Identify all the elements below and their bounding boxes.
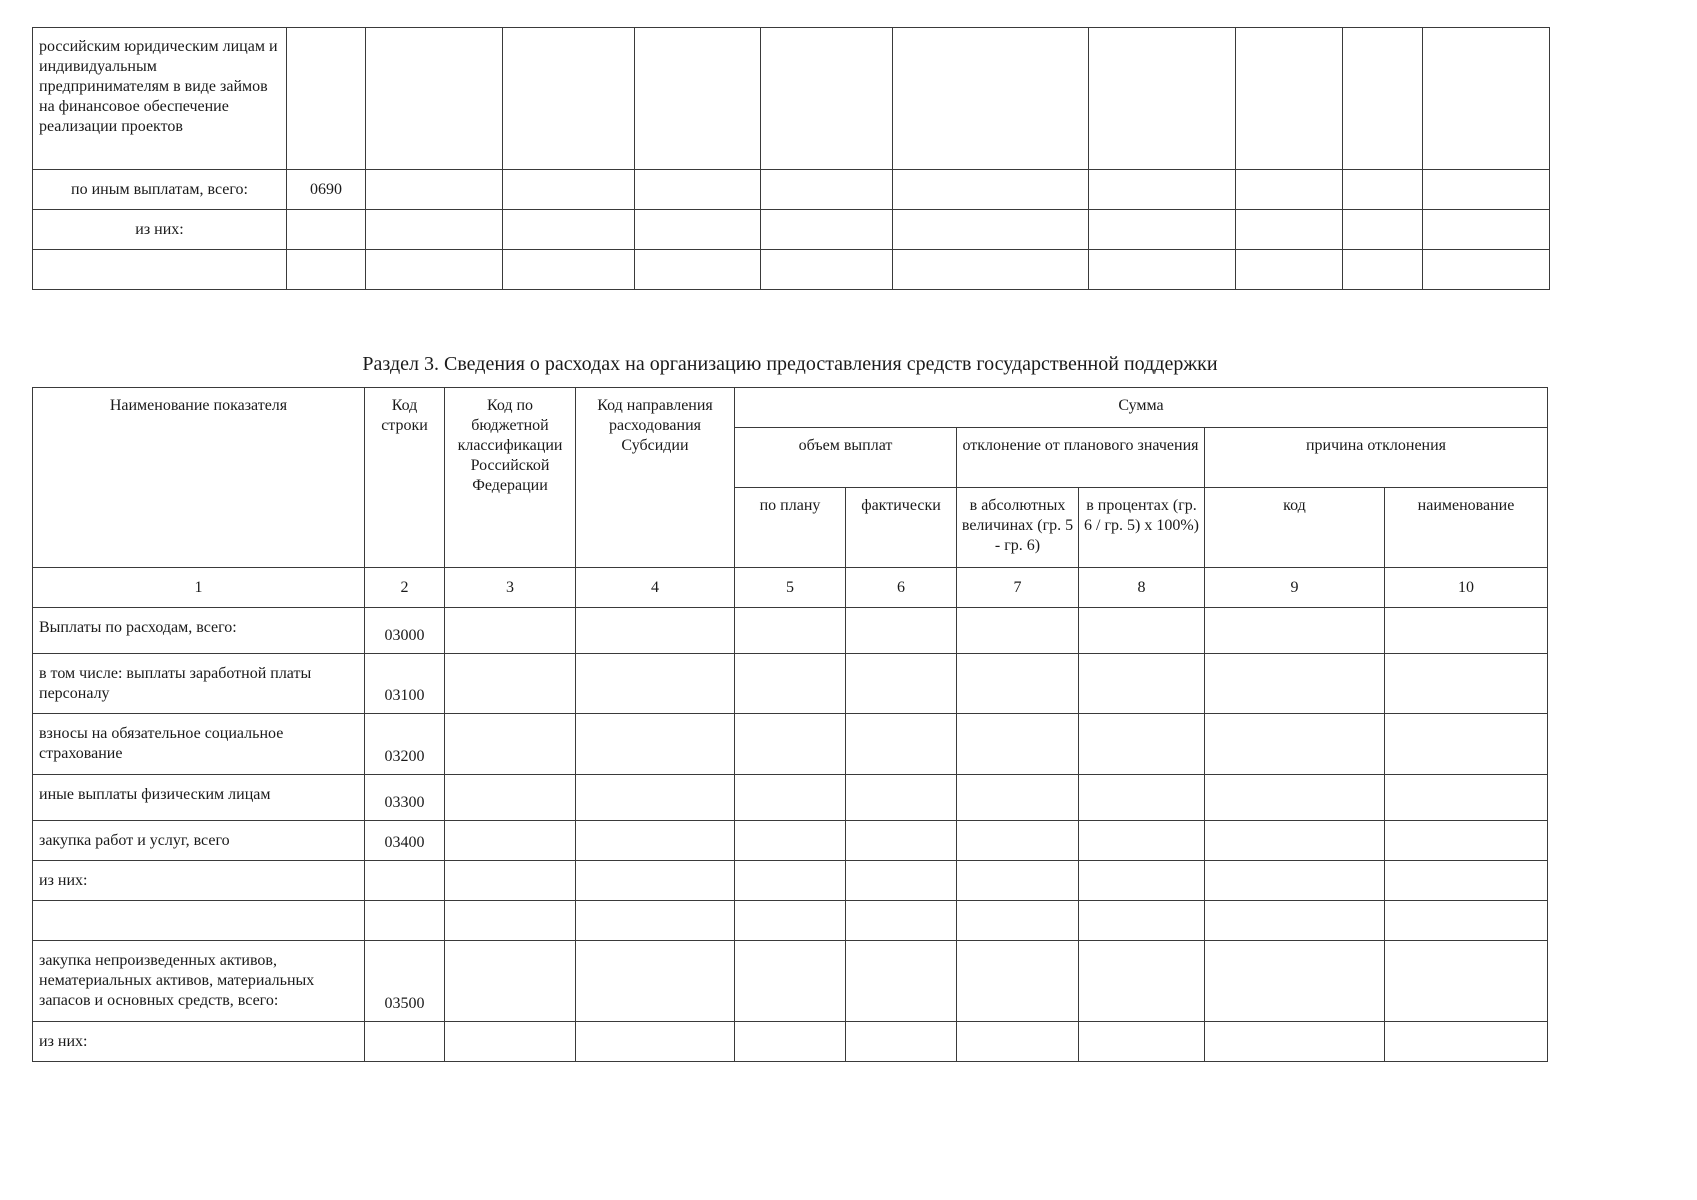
row-name: закупка работ и услуг, всего bbox=[33, 821, 365, 861]
table-cell bbox=[445, 901, 576, 941]
row-code: 03200 bbox=[365, 714, 445, 775]
table-cell bbox=[635, 250, 761, 290]
table-cell bbox=[1385, 901, 1548, 941]
table-cell bbox=[576, 608, 735, 654]
header-row-code: Код строки bbox=[365, 388, 445, 568]
header-sum: Сумма bbox=[735, 388, 1548, 428]
table-cell bbox=[957, 941, 1079, 1022]
column-number: 8 bbox=[1079, 568, 1205, 608]
table-cell bbox=[1385, 775, 1548, 821]
table-cell bbox=[1089, 250, 1236, 290]
table-cell bbox=[1205, 941, 1385, 1022]
table-cell bbox=[1385, 654, 1548, 714]
table-cell bbox=[735, 714, 846, 775]
table-cell bbox=[1385, 861, 1548, 901]
table-cell bbox=[1385, 821, 1548, 861]
table-cell bbox=[366, 250, 503, 290]
table-cell bbox=[846, 654, 957, 714]
header-plan: по плану bbox=[735, 488, 846, 568]
table-cell bbox=[445, 608, 576, 654]
table-cell bbox=[576, 941, 735, 1022]
row-code bbox=[287, 28, 366, 170]
table-cell bbox=[735, 941, 846, 1022]
table-cell bbox=[1423, 28, 1550, 170]
table-cell bbox=[1385, 714, 1548, 775]
table-cell bbox=[635, 210, 761, 250]
table-cell bbox=[445, 654, 576, 714]
table-cell bbox=[366, 210, 503, 250]
table-cell bbox=[1236, 170, 1343, 210]
table-row bbox=[33, 210, 1550, 250]
table-cell bbox=[735, 1022, 846, 1062]
table-cell bbox=[761, 250, 893, 290]
table-cell bbox=[957, 608, 1079, 654]
table-cell bbox=[1385, 1022, 1548, 1062]
table-cell bbox=[893, 28, 1089, 170]
table-cell bbox=[576, 901, 735, 941]
top-table bbox=[32, 27, 1550, 290]
table-cell bbox=[1205, 654, 1385, 714]
row-name: в том числе: выплаты заработной платы персоналу bbox=[33, 654, 365, 714]
header-indicator-name: Наименование показателя bbox=[33, 388, 365, 568]
row-name: закупка непроизведенных активов, нематериальных активов, материальных запасов и основных средств, всего: bbox=[33, 941, 365, 1022]
table-cell bbox=[503, 28, 635, 170]
table-cell bbox=[576, 654, 735, 714]
table-cell bbox=[445, 821, 576, 861]
table-cell bbox=[846, 901, 957, 941]
table-cell bbox=[846, 714, 957, 775]
row-code: 03100 bbox=[365, 654, 445, 714]
table-cell bbox=[1089, 28, 1236, 170]
header-budget-code: Код по бюджетной классификации Российской Федерации bbox=[445, 388, 576, 568]
row-name bbox=[33, 901, 365, 941]
header-reason: причина отклонения bbox=[1205, 428, 1548, 488]
table-cell bbox=[503, 210, 635, 250]
table-cell bbox=[1205, 821, 1385, 861]
table-cell bbox=[445, 1022, 576, 1062]
table-cell bbox=[576, 775, 735, 821]
table-row bbox=[33, 821, 1548, 861]
column-number: 5 bbox=[735, 568, 846, 608]
row-name: по иным выплатам, всего: bbox=[33, 170, 287, 210]
header-percent: в процентах (гр. 6 / гр. 5) x 100%) bbox=[1079, 488, 1205, 568]
column-number: 10 bbox=[1385, 568, 1548, 608]
table-cell bbox=[1079, 901, 1205, 941]
table-cell bbox=[1079, 608, 1205, 654]
table-cell bbox=[635, 170, 761, 210]
table-cell bbox=[893, 170, 1089, 210]
table-cell bbox=[1079, 654, 1205, 714]
table-cell bbox=[445, 714, 576, 775]
row-code bbox=[365, 1022, 445, 1062]
table-cell bbox=[1236, 210, 1343, 250]
column-number: 1 bbox=[33, 568, 365, 608]
row-name: российским юридическим лицам и индивидуальным предпринимателям в виде займов на финансовое обеспечение реализации проектов bbox=[33, 28, 287, 170]
table-cell bbox=[576, 1022, 735, 1062]
row-code bbox=[287, 210, 366, 250]
table-cell bbox=[1079, 861, 1205, 901]
table-cell bbox=[1343, 250, 1423, 290]
section3-table bbox=[32, 387, 1548, 1062]
table-cell bbox=[846, 775, 957, 821]
table-cell bbox=[735, 861, 846, 901]
table-cell bbox=[957, 654, 1079, 714]
table-cell bbox=[1236, 28, 1343, 170]
table-cell bbox=[893, 250, 1089, 290]
table-cell bbox=[957, 861, 1079, 901]
table-cell bbox=[1205, 901, 1385, 941]
table-cell bbox=[1089, 170, 1236, 210]
table-cell bbox=[576, 861, 735, 901]
table-cell bbox=[1205, 861, 1385, 901]
table-cell bbox=[1343, 210, 1423, 250]
table-cell bbox=[503, 250, 635, 290]
column-number: 2 bbox=[365, 568, 445, 608]
table-cell bbox=[1089, 210, 1236, 250]
column-number: 4 bbox=[576, 568, 735, 608]
row-code bbox=[365, 901, 445, 941]
table-cell bbox=[576, 821, 735, 861]
table-row bbox=[33, 654, 1548, 714]
header-absolute: в абсолютных величинах (гр. 5 - гр. 6) bbox=[957, 488, 1079, 568]
table-cell bbox=[635, 28, 761, 170]
table-cell bbox=[503, 170, 635, 210]
table-cell bbox=[366, 28, 503, 170]
table-cell bbox=[1236, 250, 1343, 290]
table-cell bbox=[735, 901, 846, 941]
row-name: Выплаты по расходам, всего: bbox=[33, 608, 365, 654]
table-cell bbox=[1205, 1022, 1385, 1062]
section3-data-rows bbox=[33, 608, 1548, 1062]
table-cell bbox=[761, 210, 893, 250]
row-name: взносы на обязательное социальное страхование bbox=[33, 714, 365, 775]
header-row bbox=[33, 388, 1548, 428]
column-number: 9 bbox=[1205, 568, 1385, 608]
table-cell bbox=[1079, 1022, 1205, 1062]
column-number: 7 bbox=[957, 568, 1079, 608]
table-cell bbox=[846, 861, 957, 901]
table-cell bbox=[1205, 714, 1385, 775]
table-row bbox=[33, 250, 1550, 290]
header-actual: фактически bbox=[846, 488, 957, 568]
table-cell bbox=[957, 775, 1079, 821]
table-cell bbox=[846, 1022, 957, 1062]
table-cell bbox=[1079, 714, 1205, 775]
table-cell bbox=[735, 608, 846, 654]
row-name: иные выплаты физическим лицам bbox=[33, 775, 365, 821]
row-name: из них: bbox=[33, 1022, 365, 1062]
table-cell bbox=[445, 861, 576, 901]
table-cell bbox=[1423, 210, 1550, 250]
table-cell bbox=[957, 714, 1079, 775]
table-cell bbox=[576, 714, 735, 775]
row-code: 03300 bbox=[365, 775, 445, 821]
table-cell bbox=[1079, 821, 1205, 861]
table-cell bbox=[366, 170, 503, 210]
table-cell bbox=[735, 821, 846, 861]
table-row bbox=[33, 861, 1548, 901]
table-row bbox=[33, 608, 1548, 654]
row-code: 03400 bbox=[365, 821, 445, 861]
table-cell bbox=[445, 775, 576, 821]
header-reason-name: наименование bbox=[1385, 488, 1548, 568]
header-reason-code: код bbox=[1205, 488, 1385, 568]
table-row bbox=[33, 901, 1548, 941]
table-cell bbox=[1079, 775, 1205, 821]
column-number: 3 bbox=[445, 568, 576, 608]
table-cell bbox=[735, 775, 846, 821]
table-cell bbox=[957, 901, 1079, 941]
table-row bbox=[33, 1022, 1548, 1062]
column-number: 6 bbox=[846, 568, 957, 608]
row-code: 03500 bbox=[365, 941, 445, 1022]
table-cell bbox=[1385, 608, 1548, 654]
row-name: из них: bbox=[33, 210, 287, 250]
table-cell bbox=[761, 170, 893, 210]
table-cell bbox=[761, 28, 893, 170]
table-row bbox=[33, 941, 1548, 1022]
header-deviation: отклонение от планового значения bbox=[957, 428, 1205, 488]
row-name bbox=[33, 250, 287, 290]
table-cell bbox=[846, 821, 957, 861]
table-cell bbox=[1079, 941, 1205, 1022]
row-code: 0690 bbox=[287, 170, 366, 210]
section-title: Раздел 3. Сведения о расходах на организацию предоставления средств государственной поддержки bbox=[362, 353, 1218, 375]
table-cell bbox=[846, 608, 957, 654]
table-cell bbox=[957, 1022, 1079, 1062]
table-cell bbox=[1343, 170, 1423, 210]
header-payment-volume: объем выплат bbox=[735, 428, 957, 488]
table-cell bbox=[846, 941, 957, 1022]
row-name: из них: bbox=[33, 861, 365, 901]
table-cell bbox=[1205, 775, 1385, 821]
table-cell bbox=[1423, 170, 1550, 210]
table-row bbox=[33, 775, 1548, 821]
table-cell bbox=[1205, 608, 1385, 654]
table-cell bbox=[1385, 941, 1548, 1022]
table-row bbox=[33, 170, 1550, 210]
table-cell bbox=[1343, 28, 1423, 170]
row-code bbox=[365, 861, 445, 901]
header-subsidy-code: Код направления расходования Субсидии bbox=[576, 388, 735, 568]
table-row bbox=[33, 28, 1550, 170]
table-cell bbox=[893, 210, 1089, 250]
table-cell bbox=[735, 654, 846, 714]
column-number-row bbox=[33, 568, 1548, 608]
table-cell bbox=[1423, 250, 1550, 290]
table-cell bbox=[957, 821, 1079, 861]
table-cell bbox=[445, 941, 576, 1022]
row-code: 03000 bbox=[365, 608, 445, 654]
row-code bbox=[287, 250, 366, 290]
table-row bbox=[33, 714, 1548, 775]
